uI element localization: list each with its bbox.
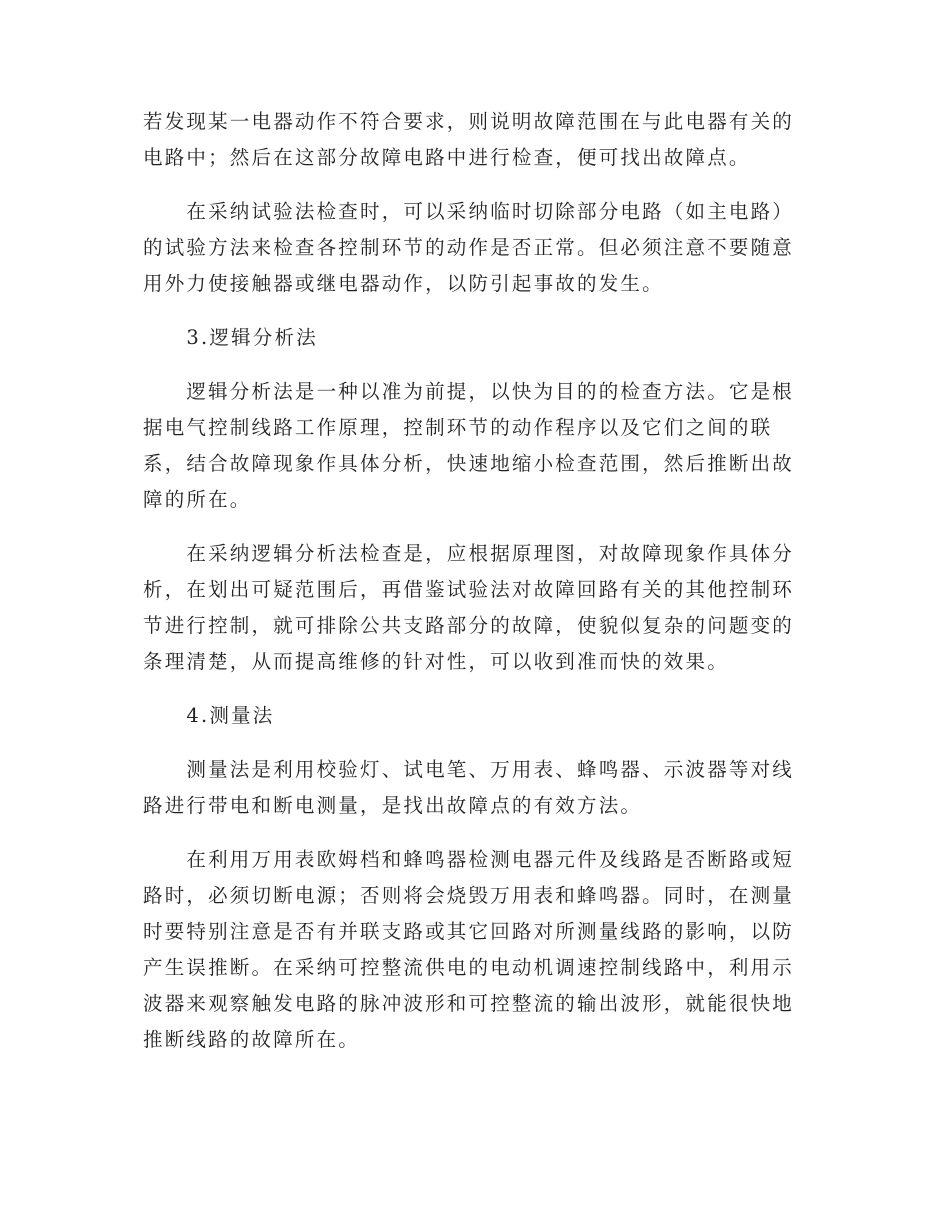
paragraph-measurement-cautions [143,842,793,1058]
text-line: 若发现某一电器动作不符合要求，则说明故障范围在与此电器有关的 [143,110,795,133]
text-line: 产生误推断。在采纳可控整流供电的电动机调速控制线路中，利用示 [143,956,795,979]
section-heading-logic-analysis [143,320,793,356]
text-line: 在采纳逻辑分析法检查是，应根据原理图，对故障现象作具体分 [143,542,795,565]
paragraph-continuation [143,104,793,176]
heading-text: 3.逻辑分析法 [143,326,318,349]
text-line: 逻辑分析法是一种以准为前提，以快为目的的检查方法。它是根 [143,380,795,403]
text-line: 用外力使接触器或继电器动作，以防引起事故的发生。 [143,272,664,295]
text-line: 测量法是利用校验灯、试电笔、万用表、蜂鸣器、示波器等对线 [143,758,795,781]
heading-text: 4.测量法 [143,704,275,727]
document-page [143,104,793,1076]
text-line: 节进行控制，就可排除公共支路部分的故障，使貌似复杂的问题变的 [143,614,795,637]
text-line: 电路中；然后在这部分故障电路中进行检查，便可找出故障点。 [143,146,751,169]
text-line: 路时，必须切断电源；否则将会烧毁万用表和蜂鸣器。同时，在测量 [143,884,795,907]
text-line: 推断线路的故障所在。 [143,1028,361,1051]
paragraph-logic-analysis-usage [143,536,793,680]
paragraph-logic-analysis-definition [143,374,793,518]
text-line: 路进行带电和断电测量，是找出故障点的有效方法。 [143,794,643,817]
text-line: 据电气控制线路工作原理，控制环节的动作程序以及它们之间的联 [143,416,773,439]
text-line: 的试验方法来检查各控制环节的动作是否正常。但必须注意不要随意 [143,236,795,259]
text-line: 在利用万用表欧姆档和蜂鸣器检测电器元件及线路是否断路或短 [143,848,795,871]
text-line: 析，在划出可疑范围后，再借鉴试验法对故障回路有关的其他控制环 [143,578,795,601]
text-line: 条理清楚，从而提高维修的针对性，可以收到准而快的效果。 [143,650,729,673]
text-line: 系，结合故障现象作具体分析，快速地缩小检查范围，然后推断出故 [143,452,795,475]
section-heading-measurement [143,698,793,734]
text-line: 波器来观察触发电路的脉冲波形和可控整流的输出波形，就能很快地 [143,992,795,1015]
text-line: 在采纳试验法检查时，可以采纳临时切除部分电路（如主电路） [143,200,795,223]
text-line: 时要特别注意是否有并联支路或其它回路对所测量线路的影响，以防 [143,920,795,943]
text-line: 障的所在。 [143,488,252,511]
paragraph-measurement-definition [143,752,793,824]
paragraph-test-method [143,194,793,302]
